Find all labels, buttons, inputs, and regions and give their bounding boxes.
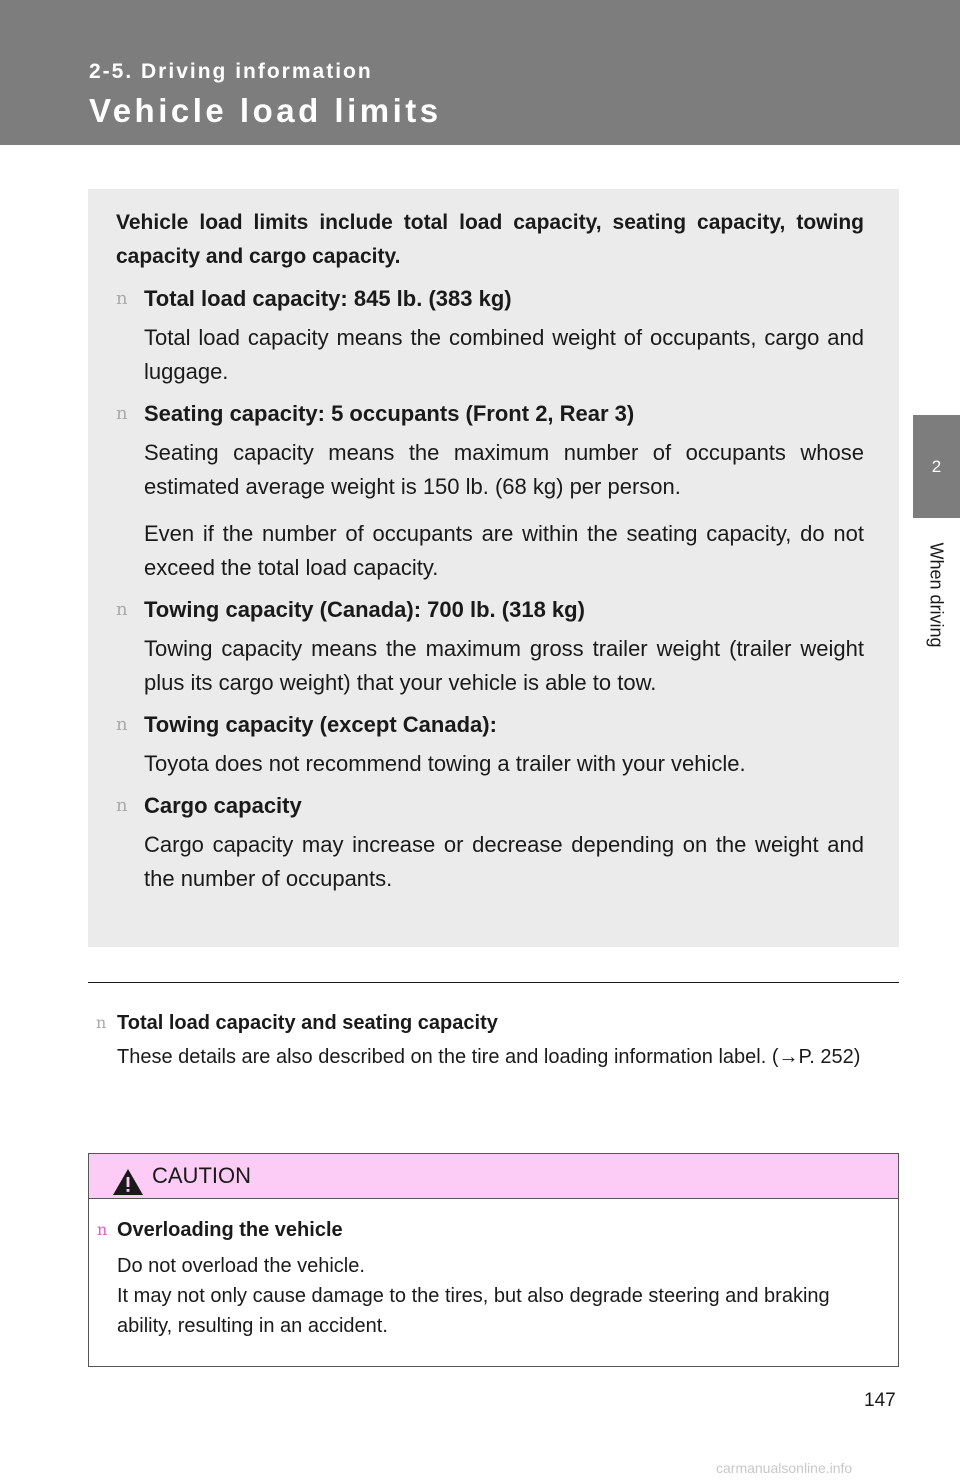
chapter-tab[interactable] — [913, 415, 960, 518]
caution-content — [89, 1199, 898, 1341]
chapter-label: When driving — [926, 542, 947, 648]
item-title: Seating capacity: 5 occupants (Front 2, Rear 3) — [144, 401, 635, 426]
bullet-marker: n — [116, 714, 128, 735]
item-title: Towing capacity (Canada): 700 lb. (318 kg) — [144, 597, 585, 622]
warning-triangle-icon — [112, 1168, 144, 1196]
list-item — [116, 593, 864, 700]
list-item — [116, 282, 864, 389]
item-title: Cargo capacity — [144, 793, 302, 818]
bullet-marker: n — [96, 1013, 107, 1032]
page-number: 147 — [864, 1390, 896, 1411]
bullet-marker: n — [97, 1220, 108, 1239]
bullet-marker: n — [116, 795, 128, 816]
item-body-extra: Even if the number of occupants are within the seating capacity, do not exceed the total load capacity. — [144, 521, 864, 580]
list-item — [116, 397, 864, 585]
footer-watermark[interactable]: carmanualsonline.info — [716, 1460, 853, 1476]
item-body: Toyota does not recommend towing a trailer with your vehicle. — [144, 751, 746, 776]
caution-box — [88, 1153, 899, 1367]
list-item — [116, 708, 864, 781]
item-body: Total load capacity means the combined weight of occupants, cargo and luggage. — [144, 325, 864, 384]
list-item — [116, 789, 864, 896]
bullet-marker: n — [116, 599, 128, 620]
summary-box — [88, 189, 899, 947]
caution-header — [89, 1154, 898, 1199]
note-body: These details are also described on the tire and loading information label. (→P. 252) — [117, 1046, 861, 1068]
page-title: Vehicle load limits — [89, 92, 442, 129]
bullet-marker: n — [116, 288, 128, 309]
page-header — [0, 0, 960, 145]
item-title: Towing capacity (except Canada): — [144, 712, 497, 737]
section-divider — [88, 982, 899, 983]
intro-text: Vehicle load limits include total load capacity, seating capacity, towing capacity and cargo capacity. — [116, 211, 864, 268]
item-body: Seating capacity means the maximum number of occupants whose estimated average weight is 150 lb. (68 kg) per person. — [144, 440, 864, 499]
caution-title: Overloading the vehicle — [117, 1219, 343, 1241]
item-body: Towing capacity means the maximum gross trailer weight (trailer weight plus its cargo weight) that your vehicle is able to tow. — [144, 636, 864, 695]
item-title: Total load capacity: 845 lb. (383 kg) — [144, 286, 512, 311]
note-title: Total load capacity and seating capacity — [117, 1012, 498, 1034]
caution-line: Do not overload the vehicle. — [117, 1255, 365, 1277]
item-body: Cargo capacity may increase or decrease depending on the weight and the number of occupants. — [144, 832, 864, 891]
caution-line: It may not only cause damage to the tires, but also degrade steering and braking ability, resulting in an accident. — [117, 1285, 830, 1337]
bullet-marker: n — [116, 403, 128, 424]
section-label: 2-5. Driving information — [89, 60, 373, 83]
caution-body — [117, 1251, 890, 1341]
chapter-number: 2 — [931, 456, 942, 476]
caution-label: CAUTION — [152, 1163, 251, 1188]
note-section — [96, 1008, 889, 1072]
